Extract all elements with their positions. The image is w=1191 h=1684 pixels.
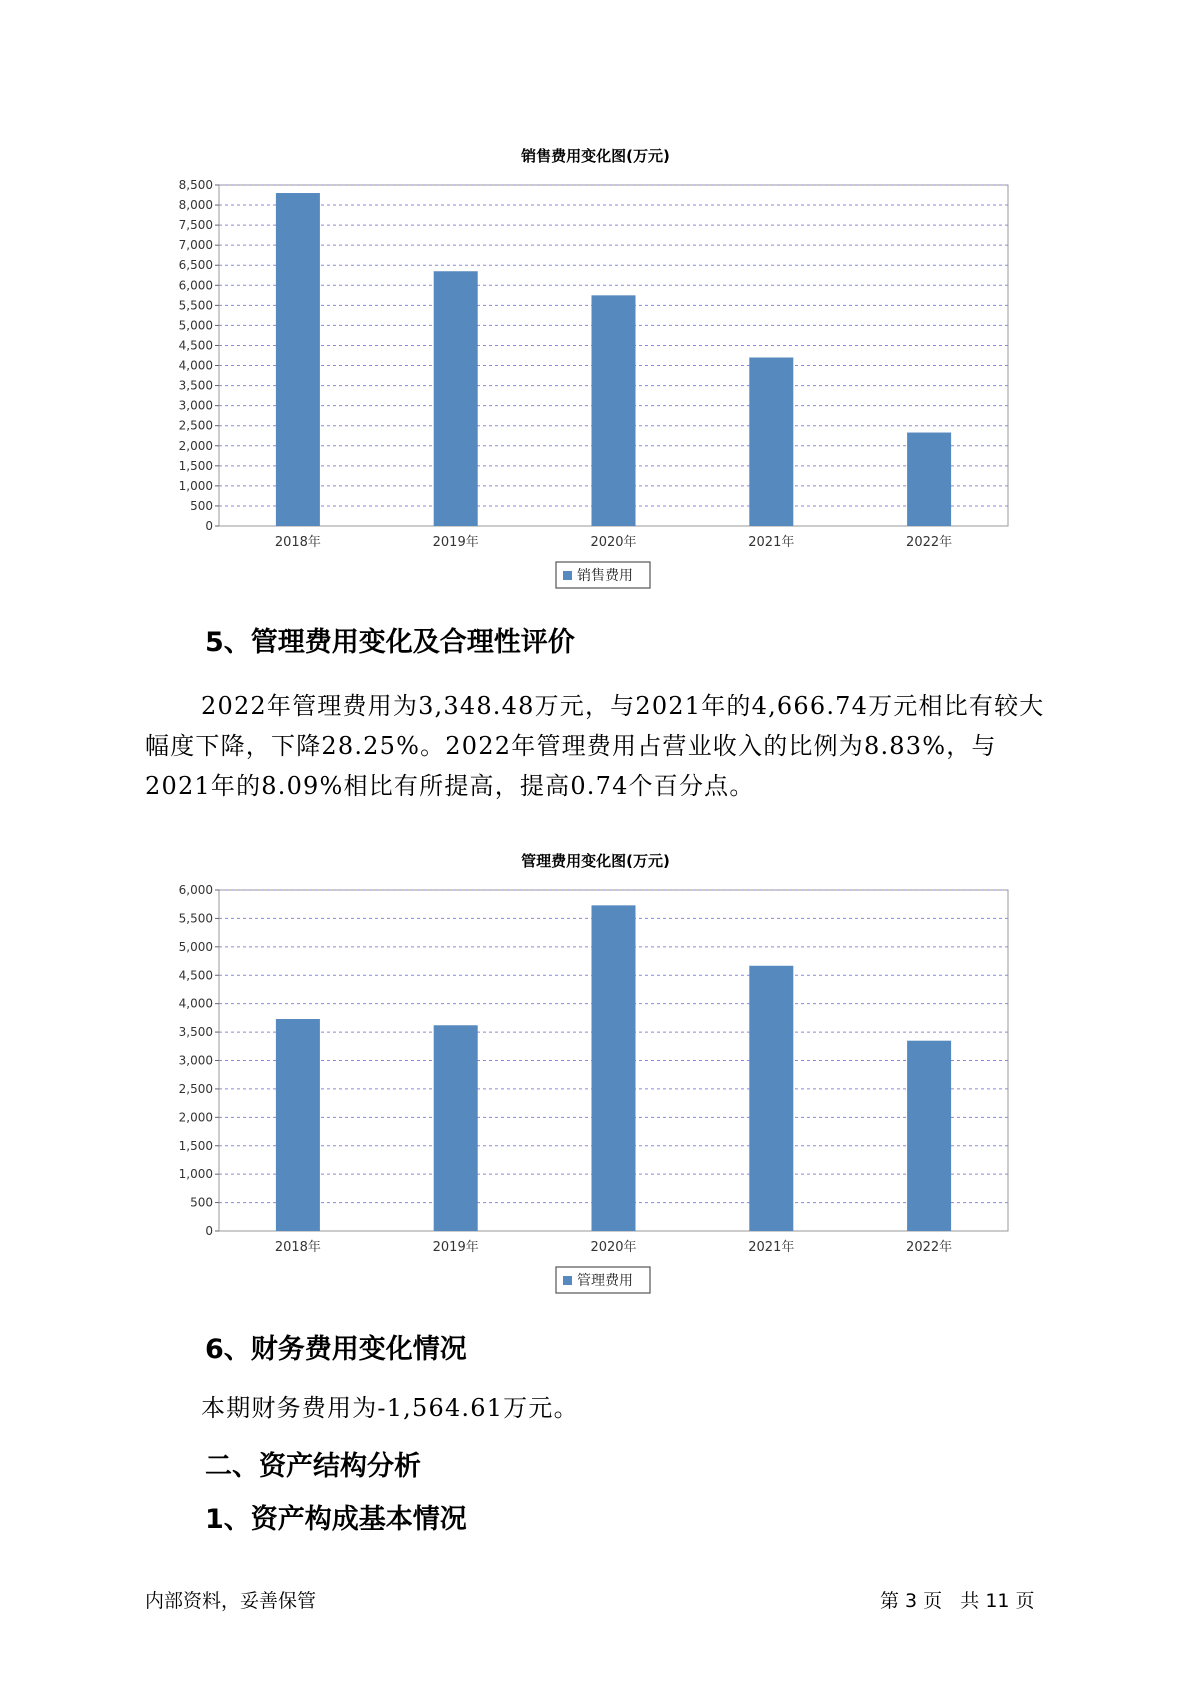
admin-expense-chart xyxy=(0,875,1191,1315)
footer-confidential-note: 内部资料，妥善保管 xyxy=(145,1590,317,1612)
y-tick-label: 3,000 xyxy=(178,398,213,413)
x-tick-label: 2020年 xyxy=(590,535,637,550)
y-tick-label: 7,000 xyxy=(178,238,213,253)
y-tick-label: 0 xyxy=(205,1224,213,1238)
x-tick-label: 2022年 xyxy=(906,535,953,550)
y-tick-label: 4,500 xyxy=(178,968,213,983)
y-tick-label: 3,500 xyxy=(178,1025,213,1040)
x-tick-label: 2018年 xyxy=(274,535,321,550)
bar-2020年 xyxy=(592,295,636,526)
bar-2021年 xyxy=(749,358,793,526)
y-tick-label: 5,000 xyxy=(178,318,213,333)
legend-label: 销售费用 xyxy=(577,568,633,584)
y-tick-label: 8,500 xyxy=(178,178,213,192)
y-tick-label: 1,000 xyxy=(178,478,213,493)
x-tick-label: 2020年 xyxy=(590,1240,637,1255)
y-tick-label: 0 xyxy=(205,519,213,533)
y-tick-label: 1,500 xyxy=(178,1138,213,1153)
y-tick-label: 8,000 xyxy=(178,198,213,213)
y-tick-label: 3,000 xyxy=(178,1053,213,1068)
y-tick-label: 6,000 xyxy=(178,883,213,897)
y-tick-label: 4,000 xyxy=(178,358,213,373)
y-tick-label: 6,500 xyxy=(178,258,213,273)
x-tick-label: 2019年 xyxy=(432,1240,479,1255)
y-tick-label: 2,000 xyxy=(178,438,213,453)
y-tick-label: 3,500 xyxy=(178,378,213,393)
y-tick-label: 6,000 xyxy=(178,278,213,293)
part2-heading: 二、资产结构分析 xyxy=(205,1451,421,1482)
y-tick-label: 5,500 xyxy=(178,298,213,313)
bar-2021年 xyxy=(749,966,793,1231)
section5-heading: 5、管理费用变化及合理性评价 xyxy=(205,627,575,658)
y-tick-label: 1,000 xyxy=(178,1167,213,1182)
admin-expense-chart-title: 管理费用变化图(万元) xyxy=(521,852,670,870)
sales-expense-chart xyxy=(0,170,1191,610)
asset-composition-heading: 1、资产构成基本情况 xyxy=(205,1504,467,1535)
y-tick-label: 500 xyxy=(190,498,213,513)
section6-paragraph: 本期财务费用为-1,564.61万元。 xyxy=(201,1394,579,1422)
y-tick-label: 1,500 xyxy=(178,458,213,473)
bar-2020年 xyxy=(592,905,636,1231)
legend-label: 管理费用 xyxy=(577,1273,633,1289)
bar-2019年 xyxy=(434,1025,478,1231)
x-tick-label: 2021年 xyxy=(748,535,795,550)
x-tick-label: 2018年 xyxy=(274,1240,321,1255)
y-tick-label: 2,500 xyxy=(178,418,213,433)
bar-2018年 xyxy=(276,193,320,526)
bar-2019年 xyxy=(434,271,478,526)
bar-2018年 xyxy=(276,1019,320,1231)
y-tick-label: 2,500 xyxy=(178,1081,213,1096)
legend-swatch xyxy=(563,571,572,580)
footer-page-number: 第 3 页 共 11 页 xyxy=(880,1590,1035,1612)
sales-expense-chart-title: 销售费用变化图(万元) xyxy=(521,147,670,165)
bar-2022年 xyxy=(907,1041,951,1231)
section6-heading: 6、财务费用变化情况 xyxy=(205,1334,467,1365)
section5-paragraph: 2022年管理费用为3,348.48万元，与2021年的4,666.74万元相比有较大幅度下降，下降28.25%。2022年管理费用占营业收入的比例为8.83%，与2021年的8.09%相比有所提高，提高0.74个百分点。 xyxy=(145,692,1045,800)
y-tick-label: 4,000 xyxy=(178,996,213,1011)
bar-2022年 xyxy=(907,433,951,526)
x-tick-label: 2019年 xyxy=(432,535,479,550)
x-tick-label: 2021年 xyxy=(748,1240,795,1255)
y-tick-label: 500 xyxy=(190,1195,213,1210)
legend-swatch xyxy=(563,1276,572,1285)
y-tick-label: 5,500 xyxy=(178,911,213,926)
x-tick-label: 2022年 xyxy=(906,1240,953,1255)
y-tick-label: 4,500 xyxy=(178,338,213,353)
y-tick-label: 2,000 xyxy=(178,1110,213,1125)
y-tick-label: 7,500 xyxy=(178,218,213,233)
y-tick-label: 5,000 xyxy=(178,939,213,954)
